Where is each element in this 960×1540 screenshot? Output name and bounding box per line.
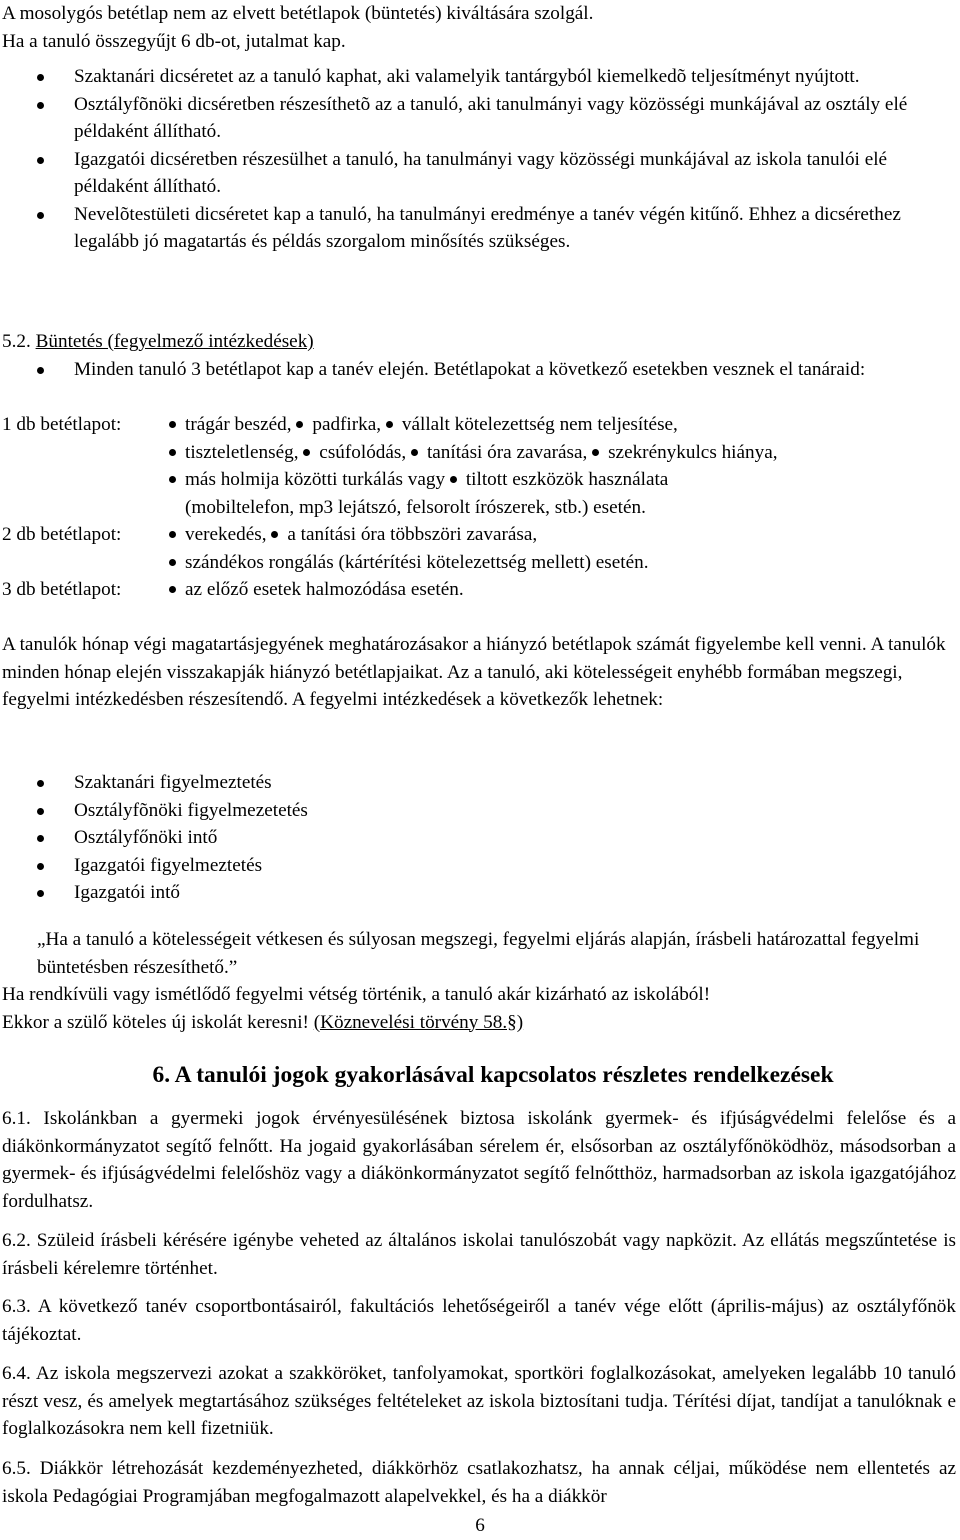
expulsion-block xyxy=(2,981,956,1036)
intro-line-1: A mosolygós betétlap nem az elvett betétlapok (büntetés) kiváltására szolgál. xyxy=(2,3,594,24)
paragraph-6-2: 6.2. Szüleid írásbeli kérésére igénybe veheted az általános iskolai tanulószobát vagy napközit. Az ellátás megszűntetése is írásbeli kérelemre történhet. xyxy=(2,1230,956,1279)
measure-item: Igazgatói intő xyxy=(2,879,956,907)
expulsion-text: Ekkor a szülő köteles új iskolát keresni! xyxy=(2,1011,309,1033)
demerit-item: más holmija közötti turkálás vagy xyxy=(169,469,445,490)
demerit-label: 3 db betétlapot: xyxy=(2,579,122,600)
section-6-3 xyxy=(2,1293,956,1348)
expulsion-line-2 xyxy=(2,1009,956,1037)
demerit-label: 1 db betétlapot: xyxy=(2,414,122,435)
expulsion-line-1: Ha rendkívüli vagy ismétlődő fegyelmi vétség történik, a tanuló akár kizárható az iskolából! xyxy=(2,984,711,1005)
demerit-line xyxy=(169,466,956,494)
praise-item: Osztályfõnöki dicséretben részesíthetõ az a tanuló, aki tanulmányi vagy közösségi munkájával az osztály elé példaként állítható. xyxy=(2,91,956,146)
paragraph-6-3: 6.3. A következő tanév csoportbontásairól, fakultációs lehetőségeiről a tanév vége előtt (április-május) az osztályfőnök tájékoztat. xyxy=(2,1296,956,1345)
demerit-item: szándékos rongálás (kártérítési kötelezettség mellett) esetén. xyxy=(169,552,649,573)
demerit-item: tanítási óra zavarása, xyxy=(411,442,587,463)
measure-item: Osztályfõnöki figyelmezetetés xyxy=(2,797,956,825)
demerit-line xyxy=(169,521,956,549)
demerit-items xyxy=(169,576,956,604)
demerit-item: padfirka, xyxy=(296,414,381,435)
measure-item: Szaktanári figyelmeztetés xyxy=(2,769,956,797)
praise-section xyxy=(2,63,956,256)
demerit-row-3 xyxy=(2,576,956,604)
demerit-line xyxy=(169,549,956,577)
praise-item: Nevelõtestületi dicséretet kap a tanuló, ha tanulmányi eredménye a tanév végén kitűnő. Ehhez a dicsérethez legalább jó magatartás és példás szorgalom minősítés szükséges. xyxy=(2,201,956,256)
demerit-table xyxy=(2,411,956,604)
paragraph-6-1: 6.1. Iskolánkban a gyermeki jogok érvényesülésének biztosa iskolánk gyermek- és ifjúságvédelmi felelőse és a diákönkormányzatot segítő felnőtt. Ha jogaid gyakorlásában sérelem ér, elsősorban az osztályfőnöködhöz, másodsorban a gyermek- és ifjúságvédelmi felelőshöz vagy a diákönkormányzatot segítő felnőtthöz, harmadsorban az iskola igazgatójához fordulhatsz. xyxy=(2,1108,956,1212)
demerit-items xyxy=(169,521,956,576)
demerit-item: csúfolódás, xyxy=(303,442,406,463)
section-6-heading-block xyxy=(2,1062,956,1090)
demerit-item: szekrénykulcs hiánya, xyxy=(592,442,777,463)
section-6-1 xyxy=(2,1105,956,1215)
demerit-item: verekedés, xyxy=(169,524,267,545)
section-6-5 xyxy=(2,1455,956,1510)
section-5-2-title xyxy=(2,328,956,356)
paragraph-6-5: 6.5. Diákkör létrehozását kezdeményezheted, diákkörhöz csatlakozhatsz, ha annak céljai, működése nem ellentetés az iskola Pedagógiai Programjában megfogalmazott alapelvekkel, és ha a diákkör xyxy=(2,1458,956,1507)
section-5-2 xyxy=(2,328,956,383)
praise-list xyxy=(2,63,956,256)
demerit-line xyxy=(169,576,956,604)
paragraph-6-4: 6.4. Az iskola megszervezi azokat a szakköröket, tanfolyamokat, sportköri foglalkozásokat, amelyeken legalább 10 tanuló részt vesz, és amelyek megtartásához szükséges feltételeket az iskola biztosítani tudja. Térítési díjat, tandíjat a tanulóknak e foglalkozásokra nem kell fizetniük. xyxy=(2,1363,956,1439)
measures-list xyxy=(2,769,956,907)
demerit-item: az előző esetek halmozódása esetén. xyxy=(169,579,464,600)
section-6-2 xyxy=(2,1227,956,1282)
demerit-item: tiszteletlenség, xyxy=(169,442,299,463)
intro xyxy=(2,0,956,55)
penalty-intro-item: Minden tanuló 3 betétlapot kap a tanév elején. Betétlapokat a következő esetekben vesznek el tanáraid: xyxy=(2,356,956,384)
demerit-row-1 xyxy=(2,411,956,521)
measure-item: Igazgatói figyelmeztetés xyxy=(2,852,956,880)
demerit-item: vállalt kötelezettség nem teljesítése, xyxy=(386,414,678,435)
quote-block xyxy=(37,926,956,981)
section-number: 5.2. xyxy=(2,331,31,352)
praise-item: Szaktanári dicséretet az a tanuló kaphat, aki valamelyik tantárgyból kiemelkedõ teljesítményt nyújtott. xyxy=(2,63,956,91)
penalty-intro-list xyxy=(2,356,956,384)
law-reference: (Köznevelési törvény 58.§) xyxy=(313,1011,524,1033)
quote: „Ha a tanuló a kötelességeit vétkesen és súlyosan megszegi, fegyelmi eljárás alapján, írásbeli határozattal fegyelmi büntetésben részesíthető.” xyxy=(37,929,920,978)
measures-section xyxy=(2,769,956,907)
demerit-row-2 xyxy=(2,521,956,576)
demerit-item: a tanítási óra többszöri zavarása, xyxy=(271,524,537,545)
measure-item: Osztályfőnöki intő xyxy=(2,824,956,852)
demerit-line xyxy=(169,439,956,467)
demerit-line-note: (mobiltelefon, mp3 lejátszó, felsorolt írószerek, stb.) esetén. xyxy=(185,496,646,518)
demerit-item: tiltott eszközök használata xyxy=(450,469,668,490)
section-6-4 xyxy=(2,1360,956,1443)
section-6-heading: 6. A tanulói jogok gyakorlásával kapcsolatos részletes rendelkezések xyxy=(152,1062,834,1088)
page-number: 6 xyxy=(475,1515,485,1536)
demerit-label: 2 db betétlapot: xyxy=(2,524,122,545)
intro-line-2: Ha a tanuló összegyűjt 6 db-ot, jutalmat kap. xyxy=(2,30,346,52)
section-title: Büntetés (fegyelmező intézkedések) xyxy=(35,331,314,352)
discipline-paragraph-block xyxy=(2,631,956,714)
demerit-line xyxy=(169,411,956,439)
demerit-items xyxy=(169,411,956,521)
praise-item: Igazgatói dicséretben részesülhet a tanuló, ha tanulmányi vagy közösségi munkájával az iskola tanulói elé példaként állítható. xyxy=(2,146,956,201)
demerit-item: trágár beszéd, xyxy=(169,414,292,435)
discipline-paragraph: A tanulók hónap végi magatartásjegyének meghatározásakor a hiányzó betétlapok számát figyelembe kell venni. A tanulók minden hónap elején visszakapják hiányzó betétlapjaikat. Az a tanuló, aki kötelességeit enyhébb formában megszegi, fegyelmi intézkedésben részesítendő. A fegyelmi intézkedések a következők lehetnek: xyxy=(2,634,946,710)
